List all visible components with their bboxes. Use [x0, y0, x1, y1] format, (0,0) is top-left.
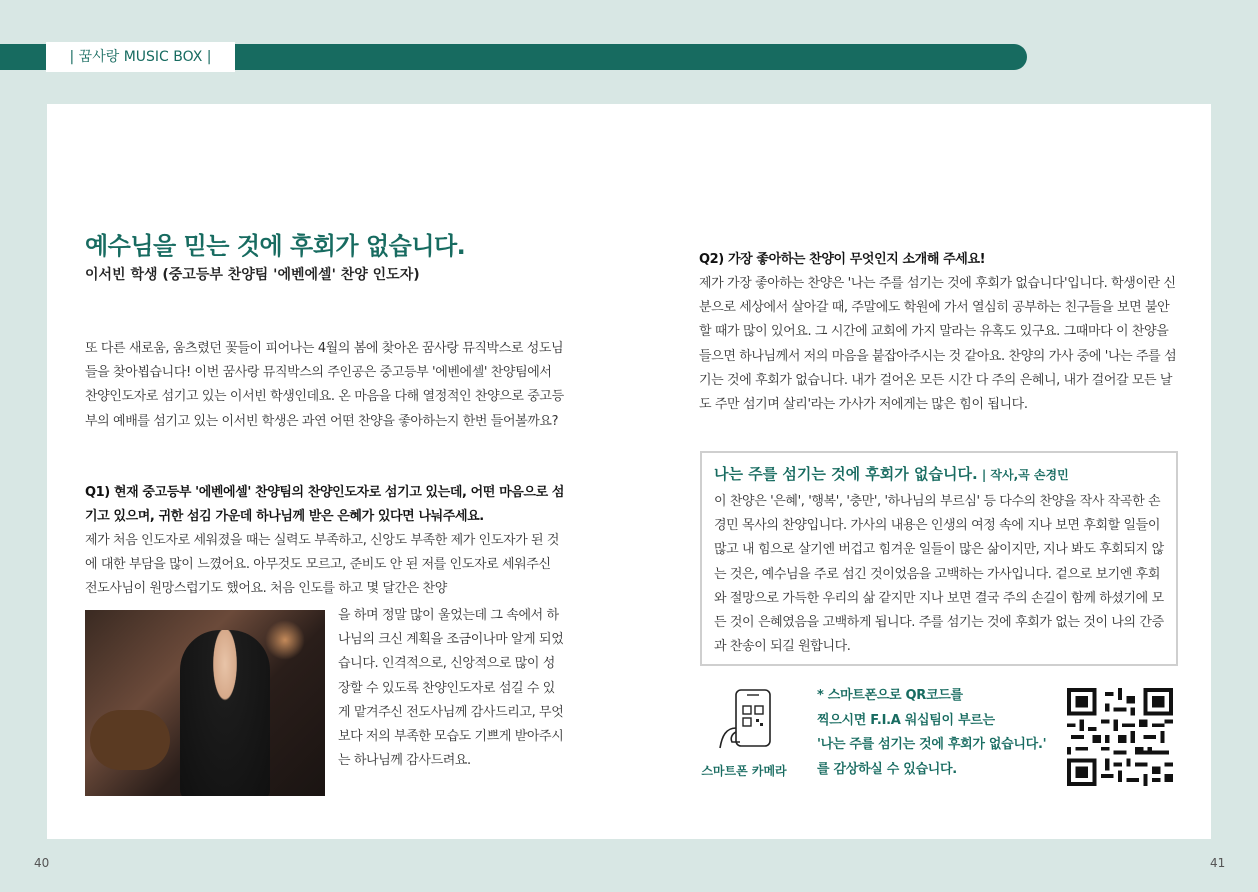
song-info-box: [700, 451, 1178, 666]
song-credit: | 작사,곡 손경민: [977, 468, 1069, 482]
song-title: [714, 463, 1069, 484]
guitar-player: [90, 710, 170, 770]
article-subtitle: 이서빈 학생 (중고등부 찬양팀 '에벤에셀' 찬양 인도자): [85, 267, 420, 283]
qr-line-2: 찍으시면 F.I.A 워십팀이 부르는: [817, 712, 995, 728]
answer-1-side: 을 하며 정말 많이 울었는데 그 속에서 하나님의 크신 계획을 조금이나마 알게 되었습니다. 인격적으로, 신앙적으로 많이 성장할 수 있도록 찬양인도자로 섬길 수 있게 맡겨주신 전도사님께 감사드리고, 무엇보다 저의 부족한 모습도 기쁘게 받아주시는 하나님께 감사드려요.: [338, 608, 564, 769]
stage-light: [265, 620, 305, 660]
singer-photo: [85, 610, 325, 796]
section-label: | 꿈사랑 MUSIC BOX |: [46, 42, 235, 72]
answer-2: 제가 가장 좋아하는 찬양은 '나는 주를 섬기는 것에 후회가 없습니다'입니다. 학생이란 신분으로 세상에서 살아갈 때, 주말에도 학원에 가서 열심히 공부하는 친구들을 보면 불안할 때가 많이 있어요. 그 시간에 교회에 가지 말라는 유혹도 있구요. 그때마다 이 찬양을 들으면 하나님께서 저의 마음을 붙잡아주시는 것 같아요. 찬양의 가사 중에 '나는 주를 섬기는 것에 후회가 없습니다. 내가 걸어온 모든 시간 다 주의 은혜니, 내가 걸어갈 모든 날도 주만 섬기며 살리'라는 가사가 저에게는 많은 힘이 됩니다.: [699, 276, 1177, 413]
qr-code[interactable]: [1067, 688, 1173, 786]
qr-line-3: '나는 주를 섬기는 것에 후회가 없습니다.': [817, 737, 1047, 752]
qr-line-1: * 스마트폰으로 QR코드를: [817, 688, 963, 703]
article-title: 예수님을 믿는 것에 후회가 없습니다.: [85, 232, 466, 260]
qr-line-4: 를 감상하실 수 있습니다.: [817, 761, 957, 777]
page-number-left: 40: [34, 856, 50, 870]
camera-label: 스마트폰 카메라: [701, 764, 787, 778]
song-title-text: 나는 주를 섬기는 것에 후회가 없습니다.: [714, 465, 978, 483]
intro-paragraph: 또 다른 새로움, 움츠렸던 꽃들이 피어나는 4월의 봄에 찾아온 꿈사랑 뮤직박스로 성도님들을 찾아뵙습니다! 이번 꿈사랑 뮤직박스의 주인공은 중고등부 '에벤에셀' 찬양팀에서 찬양인도자로 섬기고 있는 이서빈 학생인데요. 온 마음을 다해 열정적인 찬양으로 중고등부의 예배를 섬기고 있는 이서빈 학생은 과연 어떤 찬양을 좋아하는지 한번 들어볼까요?: [85, 341, 564, 429]
qr-instructions: [817, 684, 1077, 782]
song-description: 이 찬양은 '은혜', '행복', '충만', '하나님의 부르심' 등 다수의 찬양을 작사 작곡한 손경민 목사의 찬양입니다. 가사의 내용은 인생의 여정 속에 지나 보면 후회할 일들이 많고 내 힘으로 살기엔 버겁고 힘겨운 일들이 많은 삶이지만, 지나 봐도 후회되지 않는 것은, 예수님을 주로 섬긴 것이었음을 고백하는 가사입니다. 겉으로 보기엔 후회와 절망으로 가득한 우리의 삶 같지만 지나 보면 결국 주의 손길이 함께 하셨기에 모든 것이 은혜였음을 고백하게 됩니다. 주를 섬기는 것에 후회가 없는 것이 나의 간증과 찬송이 되길 원합니다.: [714, 494, 1164, 655]
smartphone-qr-icon: [714, 688, 780, 752]
page-number-right: 41: [1210, 856, 1226, 870]
answer-1-top: 제가 처음 인도자로 세워졌을 때는 실력도 부족하고, 신앙도 부족한 제가 인도자가 된 것에 대한 부담을 많이 느꼈어요. 아무것도 모르고, 준비도 안 된 저를 인도자로 세워주신 전도사님이 원망스럽기도 했어요. 처음 인도를 하고 몇 달간은 찬양: [85, 533, 560, 597]
question-1: Q1) 현재 중고등부 '에벤에셀' 찬양팀의 찬양인도자로 섬기고 있는데, 어떤 마음으로 섬기고 있으며, 귀한 섬김 가운데 하나님께 받은 은혜가 있다면 나눠주세요.: [85, 485, 565, 525]
question-2: Q2) 가장 좋아하는 찬양이 무엇인지 소개해 주세요!: [699, 252, 986, 267]
singer-figure: [180, 630, 270, 796]
